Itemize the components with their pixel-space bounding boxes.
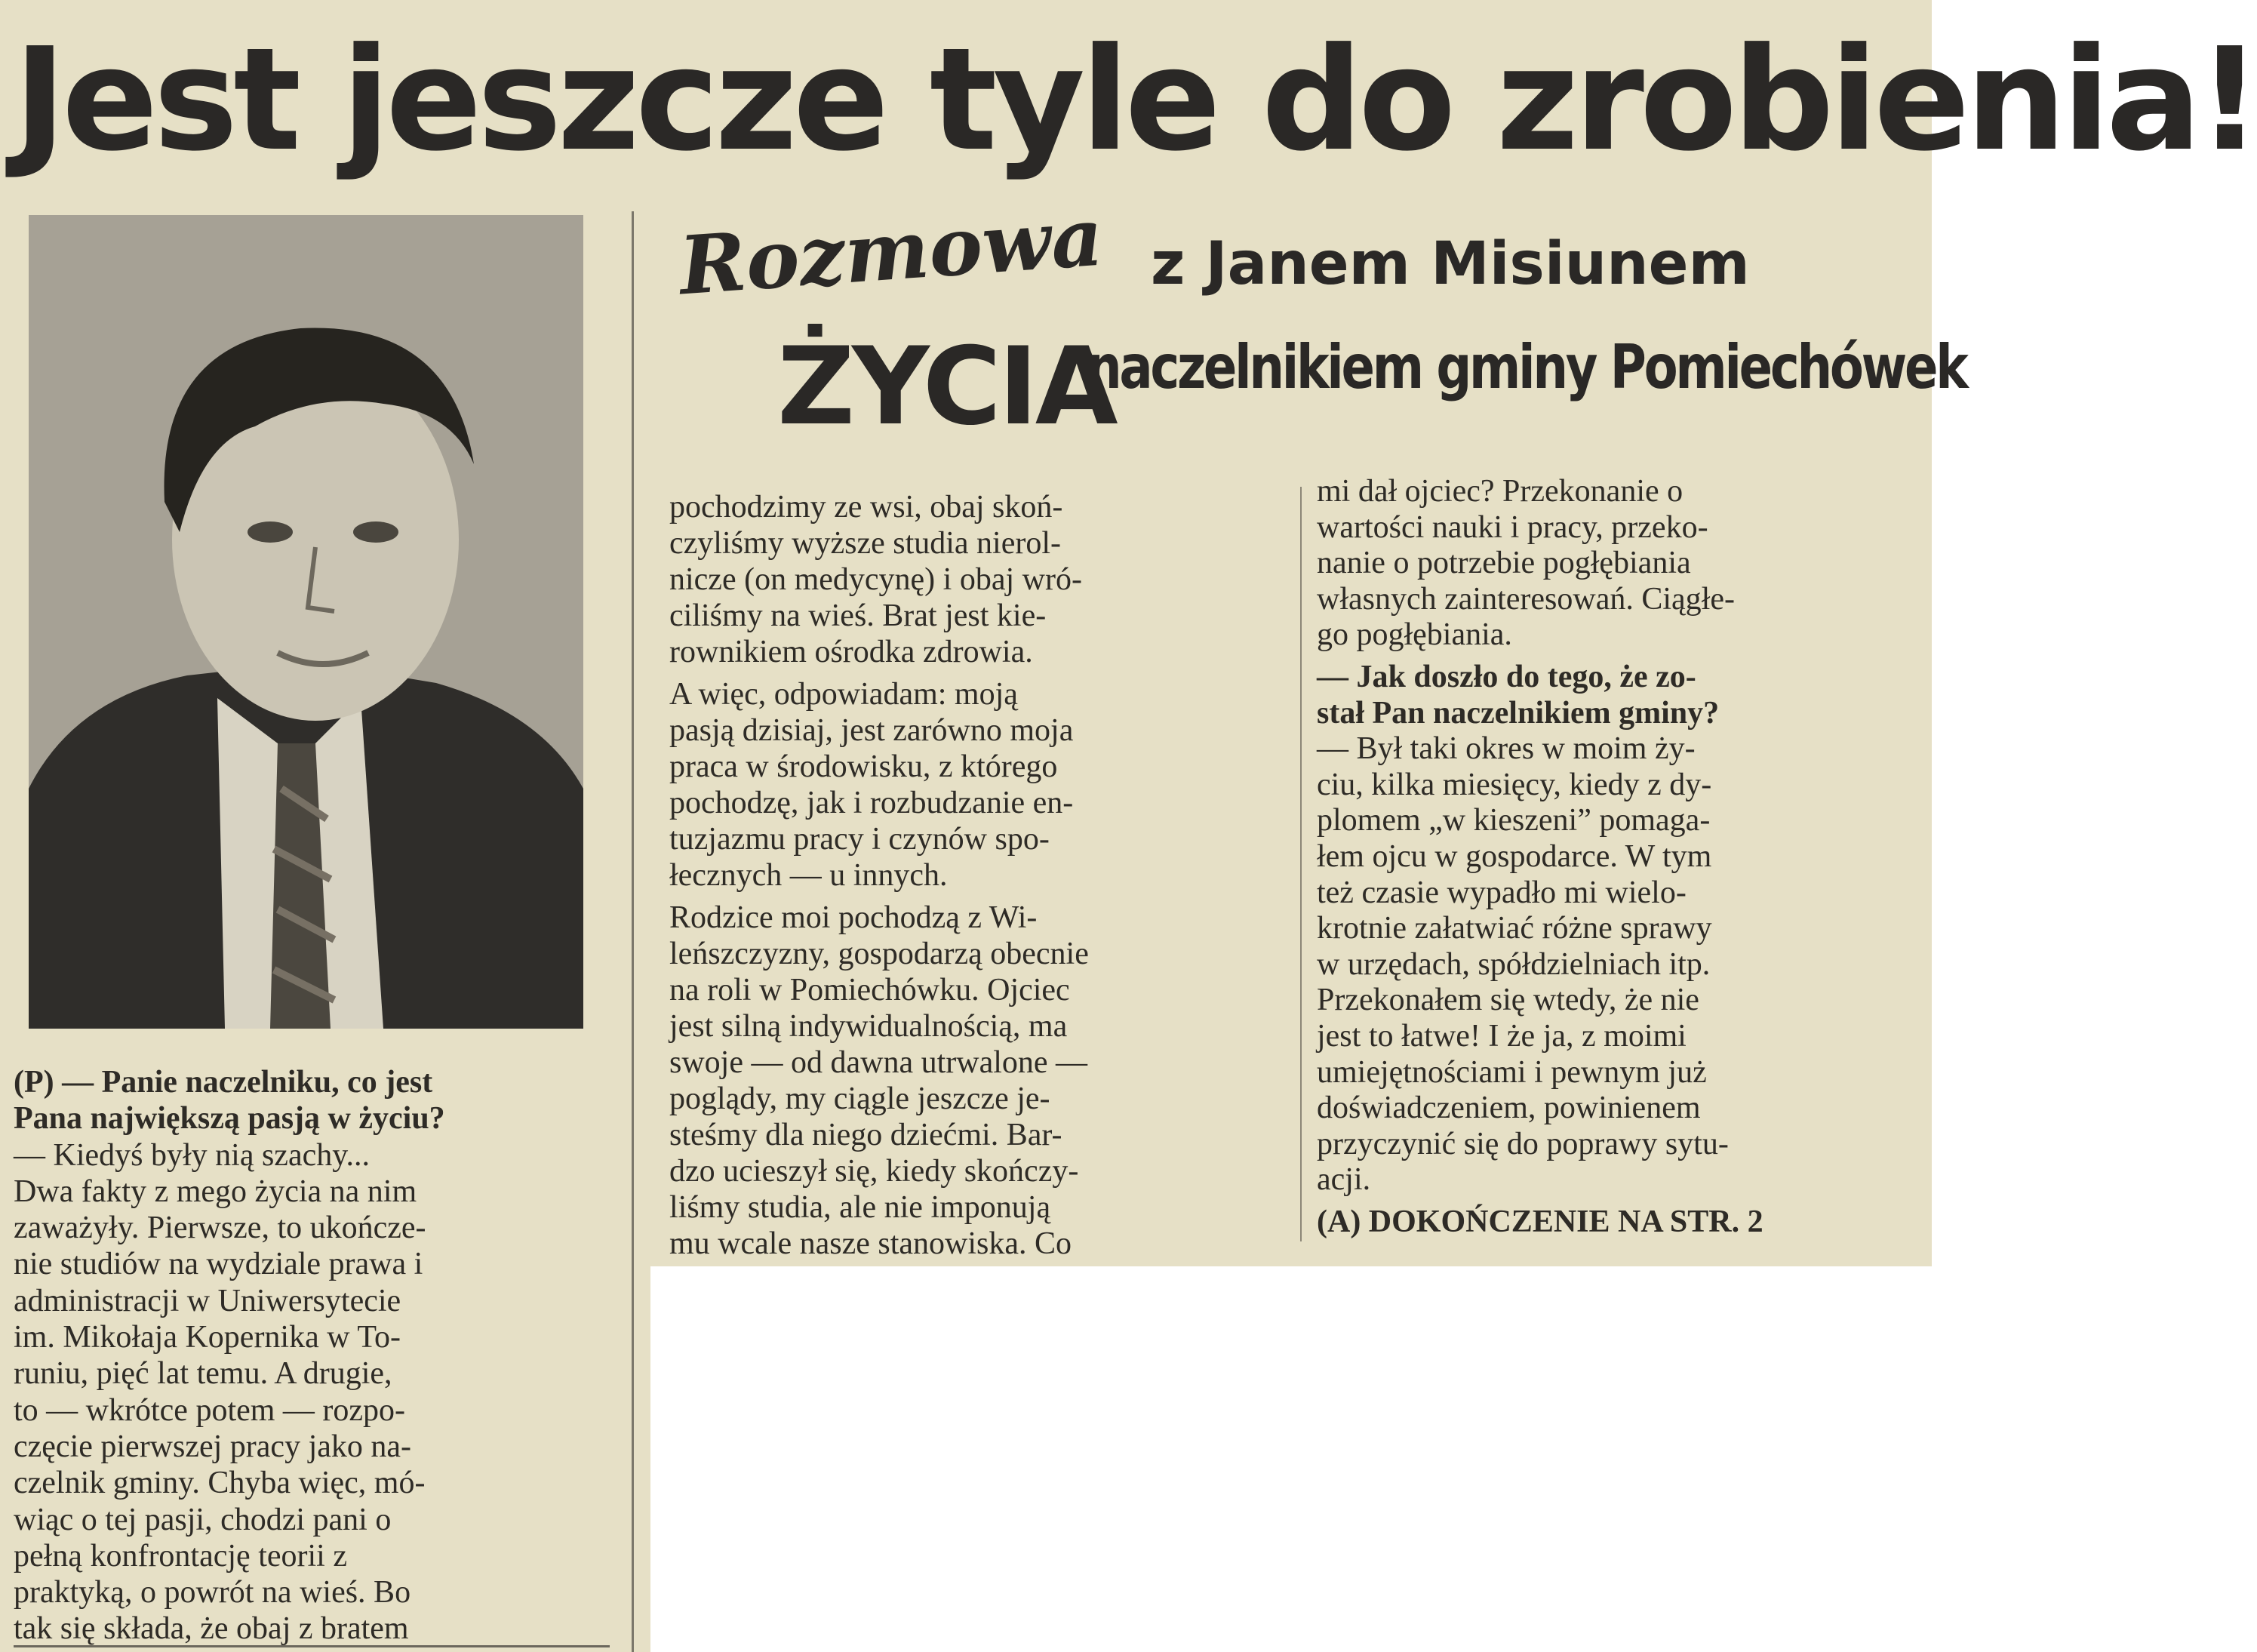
text-line: ciu, kilka miesięcy, kiedy z dy- — [1317, 767, 1712, 802]
headline: Jest jeszcze tyle do zrobienia! — [14, 17, 2257, 183]
text-line: doświadczeniem, powinienem — [1317, 1091, 1701, 1126]
text-line: plomem „w kieszeni” pomaga- — [1317, 803, 1711, 838]
text-line: mi dał ojciec? Przekonanie o — [1317, 474, 1684, 509]
text-line: pochodzę, jak i rozbudzanie en- — [669, 786, 1074, 820]
paragraph-gap — [1317, 654, 1920, 660]
text-line: nicze (on medycynę) i obaj wró- — [669, 562, 1082, 597]
text-line: łecznych — u innych. — [669, 858, 948, 893]
text-line: leńszczyzny, gospodarzą obecnie — [669, 937, 1089, 971]
column-logo — [664, 189, 1115, 453]
text-line: krotnie załatwiać różne sprawy — [1317, 911, 1712, 946]
portrait-photo — [29, 215, 583, 1029]
paragraph-gap — [669, 670, 1269, 676]
column-rule — [1300, 487, 1302, 1241]
text-line: Przekonałem się wtedy, że nie — [1317, 983, 1699, 1018]
text-line: tak się składa, że obaj z bratem — [14, 1611, 409, 1647]
column-rule — [632, 211, 634, 1652]
text-line: acji. — [1317, 1162, 1371, 1198]
text-line: (P) — Panie naczelniku, co jest — [14, 1065, 433, 1100]
text-line: steśmy dla niego dziećmi. Bar- — [669, 1118, 1062, 1152]
text-line: — Jak doszło do tego, że zo- — [1317, 659, 1696, 694]
text-line: nanie o potrzebie pogłębiania — [1317, 546, 1691, 581]
text-line: częcie pierwszej pracy jako na- — [14, 1429, 412, 1464]
text-line: ciliśmy na wieś. Brat jest kie- — [669, 598, 1047, 633]
text-column-middle — [669, 489, 1269, 1262]
text-line: liśmy studia, ale nie imponują — [669, 1190, 1051, 1225]
text-line: wartości nauki i pracy, przeko- — [1317, 509, 1708, 545]
text-line: im. Mikołaja Kopernika w To- — [14, 1320, 401, 1355]
text-line: też czasie wypadło mi wielo- — [1317, 875, 1687, 910]
text-line: nie studiów na wydziale prawa i — [14, 1247, 423, 1282]
text-line: umiejętnościami i pewnym już — [1317, 1054, 1707, 1090]
text-line: wiąc o tej pasji, chodzi pani o — [14, 1502, 392, 1537]
text-line: Pana największą pasją w życiu? — [14, 1101, 445, 1137]
text-line: pełną konfrontację teorii z — [14, 1538, 347, 1574]
text-line: w urzędach, spółdzielniach itp. — [1317, 946, 1711, 982]
text-line: Dwa fakty z mego życia na nim — [14, 1174, 417, 1209]
text-column-right — [1317, 474, 1920, 1240]
text-line: Rodzice moi pochodzą z Wi- — [669, 900, 1038, 935]
text-line: runiu, pięć lat temu. A drugie, — [14, 1356, 392, 1392]
text-line: stał Pan naczelnikiem gminy? — [1317, 695, 1720, 731]
text-line: administracji w Uniwersytecie — [14, 1283, 401, 1318]
text-line: mu wcale nasze stanowiska. Co — [669, 1226, 1072, 1261]
text-line: A więc, odpowiadam: moją — [669, 677, 1018, 712]
paragraph-gap — [1317, 1198, 1920, 1204]
text-line: łem ojcu w gospodarce. W tym — [1317, 838, 1712, 874]
text-line: czyliśmy wyższe studia nierol- — [669, 526, 1062, 561]
subtitle-line-2: naczelnikiem gminy Pomiechówek — [1087, 332, 1966, 402]
logo-script: Rozmowa — [676, 189, 1106, 313]
text-line: praca w środowisku, z którego — [669, 749, 1058, 784]
text-line: swoje — od dawna utrwalone — — [669, 1045, 1088, 1080]
text-line: jest to łatwe! I że ja, z moimi — [1317, 1018, 1687, 1054]
text-line: jest silną indywidualnością, ma — [669, 1009, 1068, 1044]
text-line: pasją dzisiaj, jest zarówno moja — [669, 713, 1074, 748]
subtitle-line-1: z Janem Misiunem — [1151, 230, 1750, 298]
text-line: czelnik gminy. Chyba więc, mó- — [14, 1466, 426, 1501]
text-line: rownikiem ośrodka zdrowia. — [669, 635, 1033, 669]
text-column-left — [14, 1064, 613, 1647]
text-line: na roli w Pomiechówku. Ojciec — [669, 973, 1070, 1008]
text-line: pochodzimy ze wsi, obaj skoń- — [669, 490, 1063, 525]
text-line: zaważyły. Pierwsze, to ukończe- — [14, 1211, 426, 1246]
text-line: praktyką, o powrót na wieś. Bo — [14, 1575, 411, 1610]
logo-title: ŻYCIA — [777, 325, 1115, 449]
text-line: — Kiedyś były nią szachy... — [14, 1137, 371, 1173]
text-line: własnych zainteresowań. Ciągłe- — [1317, 581, 1735, 617]
text-line: tuzjazmu pracy i czynów spo- — [669, 822, 1050, 857]
text-line: go pogłębiania. — [1317, 617, 1512, 653]
text-line: to — wkrótce potem — rozpo- — [14, 1392, 406, 1428]
portrait-illustration — [29, 215, 583, 1029]
text-line: dzo ucieszył się, kiedy skończy- — [669, 1154, 1079, 1189]
text-line: — Był taki okres w moim ży- — [1317, 731, 1696, 767]
paragraph-gap — [669, 894, 1269, 900]
text-line: poglądy, my ciągle jeszcze je- — [669, 1081, 1050, 1116]
text-line: przyczynić się do poprawy sytu- — [1317, 1126, 1729, 1161]
text-line: (A) DOKOŃCZENIE NA STR. 2 — [1317, 1204, 1763, 1239]
